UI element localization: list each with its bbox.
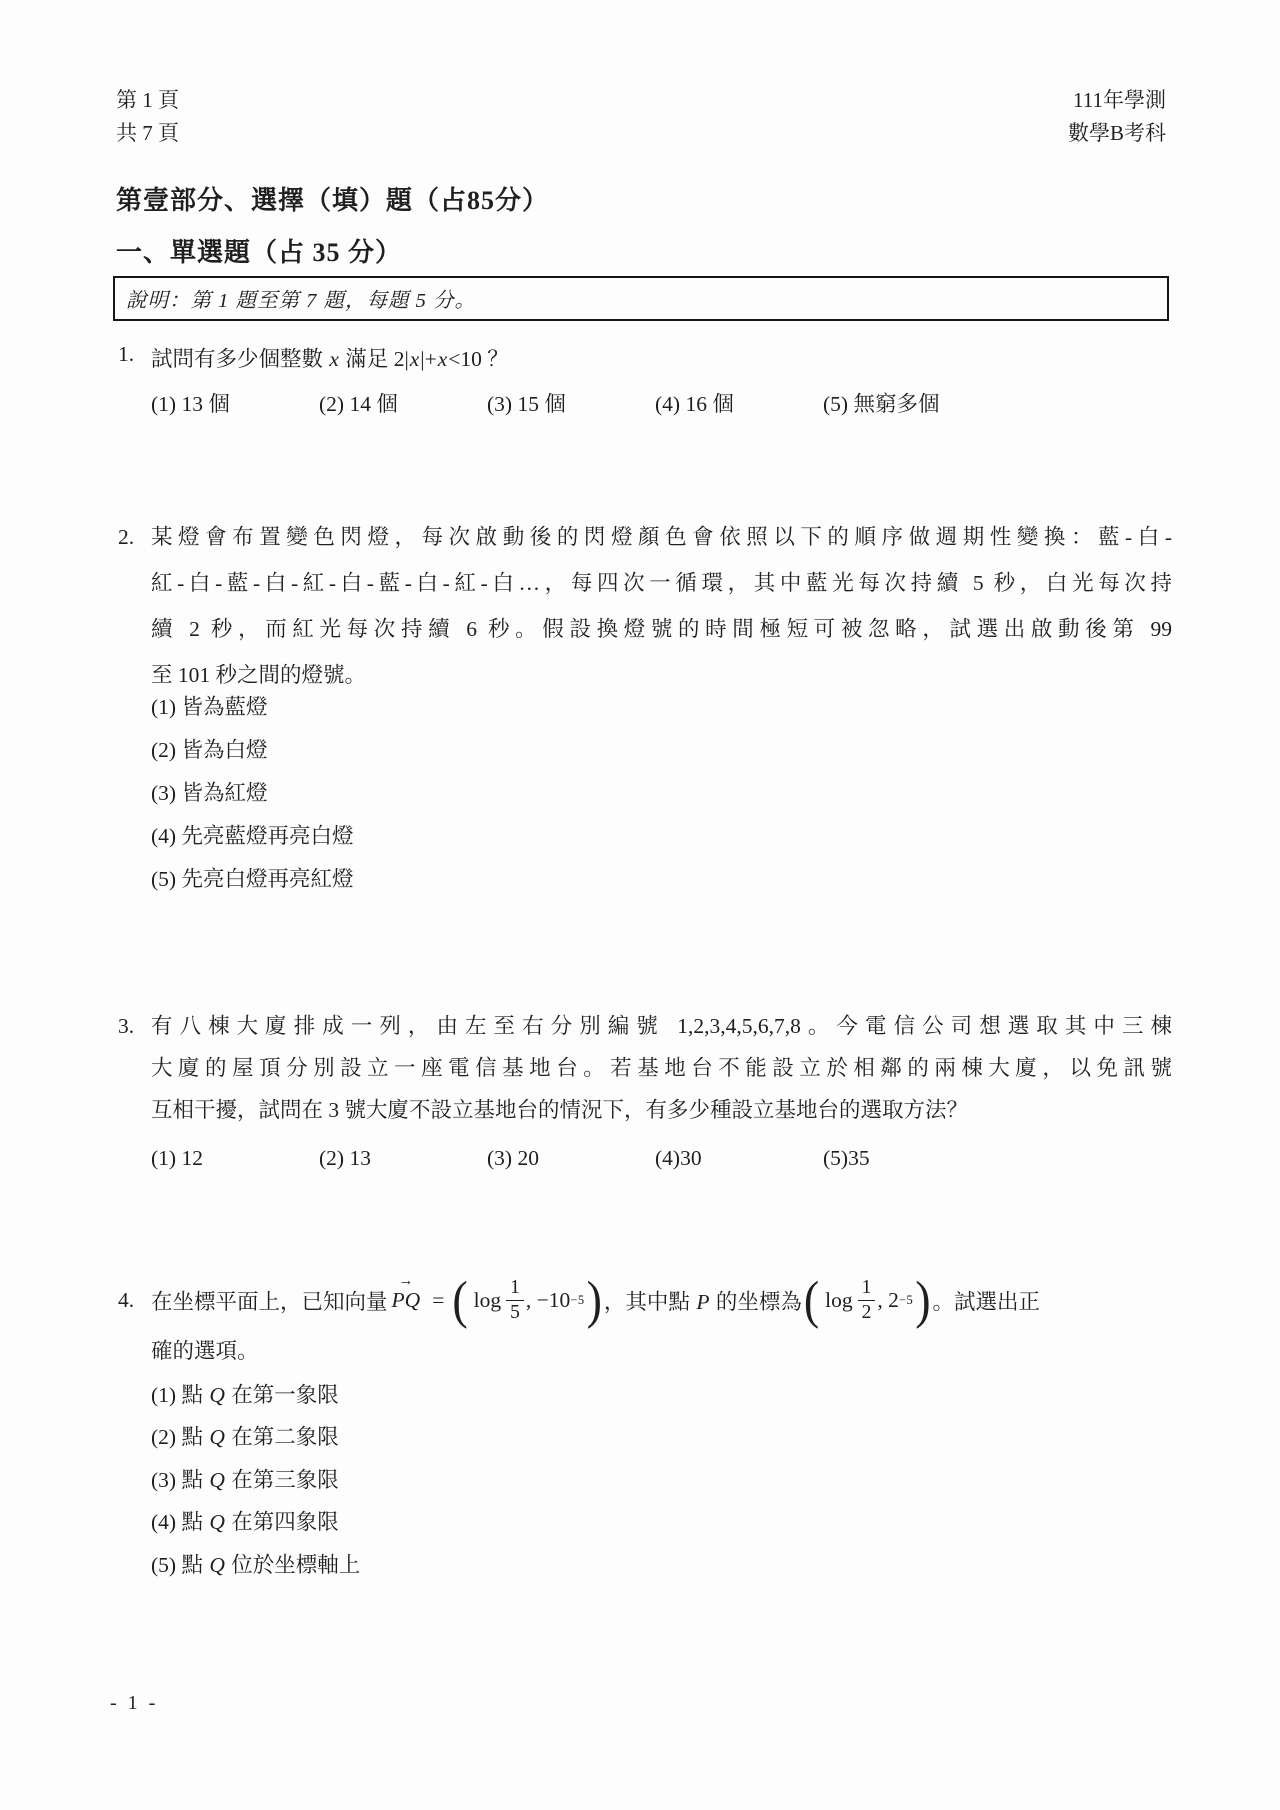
fraction-2-numerator: 1	[858, 1277, 876, 1301]
question-2	[118, 514, 1172, 698]
question-3-line-2: 大廈的屋頂分別設立一座電信基地台。若基地台不能設立於相鄰的兩棟大廈，以免訊號	[151, 1056, 1172, 1080]
question-2-options	[151, 686, 353, 901]
question-4-options	[151, 1374, 360, 1586]
page-number-total: 共 7 頁	[116, 121, 179, 145]
formula-1-separator: , −10	[525, 1287, 571, 1312]
fraction-1	[506, 1277, 524, 1324]
q1-option-4: (4) 16 個	[655, 392, 734, 416]
equals-sign: =	[432, 1287, 445, 1312]
q2-option-2: (2) 皆為白燈	[151, 738, 268, 762]
fraction-2	[858, 1277, 876, 1324]
question-2-line-3: 續 2 秒，而紅光每次持續 6 秒。假設換燈號的時間極短可被忽略，試選出啟動後第 99	[151, 617, 1172, 641]
q4-option-2: (2) 點 Q 在第二象限	[151, 1425, 339, 1450]
vector-pq: PQ →	[392, 1288, 421, 1313]
question-3-number: 3.	[118, 1014, 135, 1038]
question-2-number: 2.	[118, 525, 135, 549]
q2-option-3: (3) 皆為紅燈	[151, 781, 268, 805]
exam-session: 111年學測	[1073, 88, 1166, 112]
page-header-left	[116, 84, 179, 150]
question-4-formula-line: 在坐標平面上，已知向量 PQ → = ( log $\frac{1}{5}$ , −10 −5 ) ，其中點 P 的坐標為 ( log $\frac{1}{2}$ , 2 −5 ) 。試選出正	[151, 1268, 1172, 1332]
question-2-line-1: 某燈會布置變色閃燈，每次啟動後的閃燈顏色會依照以下的順序做週期性變換：藍-白-	[151, 525, 1172, 549]
fraction-1-numerator: 1	[506, 1277, 524, 1301]
question-1-options	[151, 387, 1170, 418]
question-4-number: 4.	[118, 1288, 135, 1312]
q3-option-4: (4)30	[655, 1146, 702, 1170]
q4-option-3: (3) 點 Q 在第三象限	[151, 1467, 339, 1492]
q1-option-1: (1) 13 個	[151, 392, 230, 416]
footer-page-number: - 1 -	[110, 1692, 159, 1714]
question-4-tail: 。試選出正	[932, 1289, 1041, 1314]
page-number-current: 第 1 頁	[116, 88, 179, 112]
q3-option-1: (1) 12	[151, 1146, 203, 1170]
section-title: 第壹部分、選擇（填）題（占85分）	[116, 186, 550, 215]
q2-option-1: (1) 皆為藍燈	[151, 695, 268, 719]
question-4-lead: 在坐標平面上，已知向量	[151, 1289, 388, 1314]
q4-option-5: (5) 點 Q 位於坐標軸上	[151, 1552, 361, 1577]
q3-option-2: (2) 13	[319, 1146, 371, 1170]
question-1-text: 試問有多少個整數 x 滿足 2|x|+x<10 ？	[151, 347, 509, 371]
q1-option-3: (3) 15 個	[487, 392, 566, 416]
log-function-2: log	[825, 1287, 853, 1312]
page-header-right	[1068, 84, 1166, 150]
fraction-1-denominator: 5	[510, 1301, 520, 1323]
question-3-line-1: 有八棟大廈排成一列，由左至右分別編號 1,2,3,4,5,6,7,8。今電信公司想選取其中三棟	[151, 1014, 1172, 1038]
log-function-1: log	[473, 1287, 502, 1312]
question-2-line-2: 紅-白-藍-白-紅-白-藍-白-紅-白…，每四次一循環，其中藍光每次持續 5 秒，白光每次持	[151, 571, 1172, 595]
exam-subject: 數學B考科	[1067, 121, 1166, 145]
q4-option-4: (4) 點 Q 在第四象限	[151, 1510, 339, 1535]
instruction-box	[113, 276, 1169, 321]
formula-1-exponent: −5	[570, 1292, 585, 1307]
question-4-line-2: 確的選項。	[151, 1339, 259, 1363]
question-1-number: 1.	[118, 342, 135, 366]
question-3-options	[151, 1146, 1170, 1171]
q1-option-2: (2) 14 個	[319, 392, 398, 416]
question-2-line-4: 至 101 秒之間的燈號。	[151, 663, 367, 687]
q3-option-5: (5)35	[823, 1146, 870, 1170]
formula-2-exponent: −5	[898, 1292, 914, 1307]
subsection-title: 一、單選題（占 35 分）	[116, 238, 403, 267]
q3-option-3: (3) 20	[487, 1146, 539, 1170]
question-3-line-3: 互相干擾，試問在 3 號大廈不設立基地台的情況下，有多少種設立基地台的選取方法？	[151, 1098, 969, 1122]
question-1	[118, 342, 1172, 373]
q2-option-5: (5) 先亮白燈再亮紅燈	[151, 867, 354, 891]
formula-2-separator: , 2	[877, 1287, 899, 1312]
question-3	[118, 1005, 1172, 1131]
fraction-2-denominator: 2	[861, 1301, 872, 1323]
question-4	[118, 1268, 1172, 1365]
q2-option-4: (4) 先亮藍燈再亮白燈	[151, 824, 354, 848]
q4-option-1: (1) 點 Q 在第一象限	[151, 1383, 339, 1407]
instruction-text: 說明：第 1 題至第 7 題，每題 5 分。	[126, 290, 476, 312]
q1-option-5: (5) 無窮多個	[823, 392, 940, 416]
question-4-mid: ，其中點 P 的坐標為	[603, 1289, 802, 1314]
